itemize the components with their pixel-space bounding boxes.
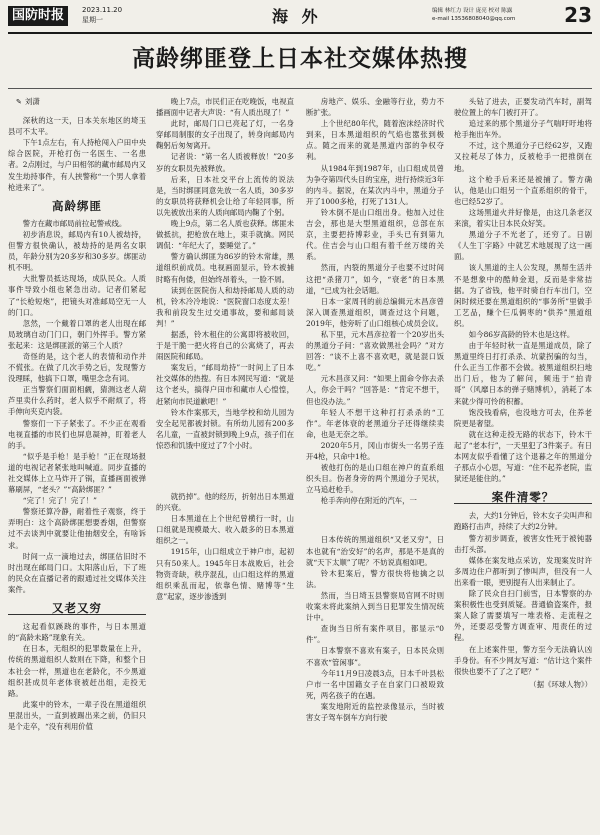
paragraph: 据悉，铃木租住的公寓即将被收回，于是干脆一把火将自己的公寓烧了，再去闹医院和邮局。 bbox=[156, 329, 294, 362]
col2-body bbox=[156, 96, 294, 451]
paragraph: 该人黑道的主人公发现，黑帮生活并不是想象中的酷帅金退，反而是非常拮据。为了省钱，他平时骑自行车出门，空闲时候还要在黑道组织的“事务所”里做手工艺品，赚个仨瓜俩枣的“供养”黑道组织。 bbox=[454, 263, 592, 328]
paragraph: 媒体在案发地点采访，发现案发时许多周边住户都听到了惨叫声，但没有一人出来看一眼，更别提有人出来制止了。 bbox=[454, 555, 592, 587]
paragraph: “完了！完了！完了！” bbox=[22, 496, 97, 506]
issue-date-block bbox=[82, 5, 122, 25]
paragraph: 此案中的铃木，一辈子没在黑道组织里混出头，一直到被踢出来之前，仍旧只是个走卒，“没有利用价值 bbox=[8, 699, 146, 731]
paragraph: 警方初步调查，被害女性死于被钝器击打头部。 bbox=[454, 533, 592, 554]
paragraph: 案发后，“邮局劫持”一时间上了日本社交媒体的热搜。有日本网民写道：“就是这个老头，搞得户田市和藏市人心惶惶，赶紧向市民道歉吧！” bbox=[156, 363, 294, 406]
paragraph: 时间一点一滴地过去，绑匪估旧时不时出现在邮局门口。太阳落山后，下了班的民众在直播记者的跟通过社交媒体关注案件。 bbox=[8, 551, 146, 594]
col1-body bbox=[8, 218, 146, 595]
headline-rule bbox=[8, 88, 592, 89]
article-headline: 高龄绑匪登上日本社交媒体热搜 bbox=[132, 46, 468, 72]
column-2 bbox=[156, 96, 294, 826]
paragraph: 去，大约1分钟后，铃木女子尖叫声和跑路打击声，持续了大约2分钟。 bbox=[454, 511, 592, 532]
paragraph: 年轻人不想干这种打打杀杀的“工作”。年老体衰的老黑道分子还得继续卖命，也是无奈之举。 bbox=[306, 407, 444, 439]
col1-lower bbox=[8, 621, 146, 732]
subhead-case-cleared: 案件清零？ bbox=[454, 492, 592, 504]
page-number: 23 bbox=[564, 3, 592, 27]
paragraph: 大批警员抵达现场，成队民众。人质事件导致小组也紧急出动。记者们紧起了“长枪短炮”，把镜头对准邮局空无一人的门口。 bbox=[8, 274, 146, 317]
paragraph: 就扔掉”。他的经历，折射出日本黑道的兴衰。 bbox=[156, 492, 294, 513]
column-4 bbox=[454, 96, 592, 826]
paragraph: 头钻了进去，正要发动汽车时，副驾驶位置上的车门被打开了。 bbox=[454, 97, 592, 118]
credits-staff: 编辑 林红力 设计 庞亮 校对 陈露 bbox=[432, 8, 513, 14]
paragraph: 日本黑道在上个世纪曾横行一时，山口组就是现模最大、收入最多的日本黑道组织之一。 bbox=[156, 514, 294, 546]
editor-credits bbox=[432, 7, 562, 23]
paragraph: 日本警察不喜欢有案子，日本民众则不喜欢“管闲事”。 bbox=[306, 646, 444, 667]
paragraph: 在日本，无组织的犯罪数量在上升，传统的黑道组织人数则在下降，和整个日本社会一样，黑道也在老龄化，不少黑道组织甚成员年老体衰被赶出组，走投无路。 bbox=[8, 644, 146, 698]
paragraph: 读到在医院伤人和劫持邮局人质的动机，铃木冷冷地说：“医院窗口态度太差！我和前段发生过交通事故，要和邮局谈判！” bbox=[156, 285, 294, 328]
paragraph: 黑道分子不光老了，还穷了。日剧《人生丁字路》中就艺术地展现了这一画面。 bbox=[454, 230, 592, 262]
paragraph: 由于年轻时秋一直是黑道成员，除了黑道里终日打打杀杀、坑蒙拐骗的勾当，什么正当工作都不会做。被黑道组织扫地出门后，他为了解问，频违于“拍青哥”（风靡日本的弹子赌博机），消耗了本来就少得可怜的积蓄。 bbox=[454, 341, 592, 406]
paragraph: 2020年5月，冈山市街头一名男子连开4枪，只命中1枪。 bbox=[306, 440, 444, 461]
masthead-rule bbox=[8, 32, 592, 34]
paragraph: 警方确认绑匪为86岁的铃木常雄，黑道组织前成员。电视画面显示，铃木被捕时略有佝偻，但始终昂着头，一脸不屑。 bbox=[156, 252, 294, 284]
subhead-elderly-kidnapper: 高龄绑匪 bbox=[52, 198, 102, 213]
paragraph: 铃木作案那天，当地学校和幼儿园为安全起见都被封锁。有所幼儿园有200多名儿童，一直被封锁到晚上9点，孩子们在惊恐和饥饿中度过了7个小时。 bbox=[156, 407, 294, 450]
section-title: 海 外 bbox=[272, 7, 322, 26]
paragraph: 房地产、娱乐、金融等行业，势力不断扩张。 bbox=[306, 97, 444, 118]
paragraph: 从1984年到1987年，山口组成员曾为争夺第四代头目的宝座，进行持续近3年的内斗。据说，在某次内斗中，黑道分子开了1000多枪，打死了131人。 bbox=[306, 163, 444, 206]
paragraph: 然而，内裂的黑道分子也要不过时间这把“杀猪刀”，如今，“衰老”的日本黑道，“已成为社会话题。 bbox=[306, 263, 444, 295]
column-3 bbox=[306, 96, 444, 826]
paragraph: “似乎是手枪！是手枪！”正在现场报道的电视记者紧张地叫喊道。同步直播的社交媒体上立马炸开了锅，直播画面被弹幕刷屏，“老头？”“高龄绑匪？” bbox=[8, 451, 146, 495]
paragraph: 忽然，一个戴着口罩的老人出现在邮局玻璃自动门门口，朝门外挥手。警方紧张起来：这是绑匪派的第三个人质？ bbox=[8, 318, 146, 350]
byline bbox=[16, 96, 146, 108]
paragraph: 案发地附近的监控录像显示，当时被害女子驾车倒车方向行驶 bbox=[306, 701, 444, 722]
paragraph: 追过来的那个黑道分子气喘吁吁地将枪手拖出车外。 bbox=[454, 119, 592, 140]
masthead bbox=[0, 0, 600, 32]
paragraph: 不过，这个黑道分子已经62岁，又跑又拉耗尽了体力，反被枪手一把推倒在地。 bbox=[454, 141, 592, 173]
col1-intro bbox=[8, 115, 146, 193]
paragraph: 私下里，元木昌彦拉着一个20岁出头的黑道分子问：“喜欢做黑社会吗？”对方回答：“谈不上喜不喜欢吧，就是混口饭吃。” bbox=[306, 329, 444, 373]
paragraph: 1915年，山口组成立于神户市，起初只有50来人。1945年日本战败后，社会物资奇缺，秩序混乱，山口组这样的黑道组织乘乱而起，依靠色情、赌博等“生意”起家，逐步渗透到 bbox=[156, 547, 294, 601]
paragraph: 在上述案件里，警方至今无法确认凶手身份。有不少网友写道：“估计这个案件很快也要不了了之了吧？” bbox=[454, 644, 592, 676]
paragraph: 日本传统的黑道组织“又老又穷”，日本也就有“治安好”的名声，那是不是真的就“天下太顺”了呢？不妨说真相如吧。 bbox=[306, 535, 444, 567]
paragraph: 然而，当日埼玉县警察局官网不时则收案未将此案纳入到当日犯罪发生情况统计中。 bbox=[306, 590, 444, 623]
col4-lower bbox=[454, 510, 592, 690]
paragraph: 查询当日所有案件项目，都显示“0件”。 bbox=[306, 624, 444, 645]
issue-weekday: 星期一 bbox=[82, 16, 103, 24]
column-1 bbox=[8, 96, 146, 826]
paragraph: 晚上9点，第二名人质也获释。绑匪未做抵抗，把枪放在地上，束手就擒。网民调侃：“年纪大了，要睡觉了。” bbox=[156, 219, 294, 251]
col3-body bbox=[306, 96, 444, 506]
paragraph: 记者说：“第一名人质被释放！”20多岁的女职员先被释放。 bbox=[156, 152, 294, 173]
paragraph: 枪手奔向停在附近的汽车，一 bbox=[320, 496, 417, 506]
paragraph: 被他打伤的是山口组在神户的直系组织头目。伤者身旁的两个黑道分子见状，立马追赶枪手。 bbox=[306, 463, 444, 495]
paragraph: 警方在藏市邮局前拉起警戒线。 bbox=[22, 218, 127, 228]
paragraph: 元木昌彦又问：“如果上面命令你去杀人，你会干吗？”回答是：“肯定不想干，但也没办法。” bbox=[306, 374, 444, 406]
paragraph: 除了民众自扫门前雪，日本警察的办案积极性也受到质疑。普通偷盗案件，报案人除了需要填写一堆表格、走流程之外，还要忍受警方调查审、甩责任的过程。 bbox=[454, 589, 592, 643]
paragraph: 警察们一下子紧张了。不少正在观看电视直播的市民们也屏息凝神，盯着老人的手。 bbox=[8, 418, 146, 450]
paragraph: 下午1点左右，有人持枪闯入户田中央综合医院，开枪打伤一名医生、一名患者。2点刚过，与户田相邻的藏市邮局内又发生劫持事件，有人挟警称“一个男人拿着枪进来了”。 bbox=[8, 138, 146, 192]
paragraph: 警察还算冷静，耐着性子观察，终于弄明白：这个高龄绑匪想要香烟，但警察过不去谈判中就要让他抽烟安全，有啥诉求。 bbox=[8, 507, 146, 550]
paragraph: 这起看似蹊跷的事件，与日本黑道的“高龄未路”现象有关。 bbox=[8, 622, 146, 643]
paragraph: 就在这种走投无路的状态下，铃木干起了“老本行”，一天里犯了3件案子。有日本网友似乎看懂了这个退暮之年的黑道分子那点小心思，写道：“住不起养老院，监狱还是能住的。” bbox=[454, 429, 592, 484]
paragraph: 今年11月9日凌晨3点，日本千叶县松户市一名中国籍女子在自家门口被殴致死，两名孩子的在遇。 bbox=[306, 668, 444, 700]
article-source: （据《环球人物》） bbox=[529, 679, 592, 689]
paragraph: 此时，邮局门口已亮起了灯，一名身穿邮局制服的女子出现了，转身向邮局内鞠躬后匆匆离开。 bbox=[156, 119, 294, 151]
issue-date: 2023.11.20 bbox=[82, 6, 123, 14]
pen-icon: ✎ bbox=[16, 98, 22, 106]
paragraph: 这个枪手后来还是被捕了。警方确认，他是山口组另一个直系组织的骨干，也已经52岁了。 bbox=[454, 174, 592, 206]
paragraph: 日本一家周刊的前总编辑元木昌彦曾深入调查黑道组织，调查过这个问题，2019年，他旁听了山口组核心成员会议。 bbox=[306, 296, 444, 328]
newspaper-logo: 国防时报 bbox=[8, 6, 68, 26]
column-gap bbox=[156, 451, 294, 491]
paragraph: 晚上7点，市民们正在吃晚饭，电视直播画面中记者大声说：“有人质出现了！” bbox=[156, 97, 294, 118]
paragraph: 奇怪的是，这个老人的表情和动作并不慌张。在做了几次手势之后，发现警方没理睬，他搞下口罩，嘴里念念有词。 bbox=[8, 351, 146, 384]
paragraph: 这场黑道火并好像是，由这几条老汉来演，着实让日本民众好笑。 bbox=[454, 207, 592, 229]
col4-body bbox=[454, 96, 592, 484]
paragraph: 铃木犯案后，警方很快将他擒之以法。 bbox=[306, 568, 444, 589]
paragraph: 上个世纪80年代，随着泡沫经济时代到来，日本黑道组织的气焰也嚣张到极点。随之而来的就是黑道内部的争权夺利。 bbox=[306, 119, 444, 162]
subhead-old-and-poor: 又老又穷 bbox=[8, 603, 146, 615]
paragraph: 正当警察们面面相觑，猜测这老人葫芦里卖什么药时，老人似乎不耐烦了，将手伸向夹克内袋。 bbox=[8, 385, 146, 417]
paragraph: 铃木倒不是山口组出身。他加入过住吉会，那也是大型黑道组织，总部在东京，主要把持博彩业，手头已有到第九代。住吉会与山口组有着千丝万缕的关系。 bbox=[306, 207, 444, 262]
paragraph: 初步消息说，邮局内有10人被劫持，但警方很快确认，被劫持的是两名女职员，年龄分别为20多岁和30多岁。绑匪动机不明。 bbox=[8, 229, 146, 273]
paragraph: 饱没钱看病，也没地方可去，住养老院更是奢望。 bbox=[454, 407, 592, 428]
col2-lower bbox=[156, 491, 294, 602]
author-name: 刘潇 bbox=[24, 97, 40, 106]
col3-lower bbox=[306, 534, 444, 723]
paragraph: 深秋的这一天，日本关东地区的埼玉县可不太平。 bbox=[8, 116, 146, 137]
paragraph: 如今86岁高龄的铃木也是这样。 bbox=[468, 329, 575, 339]
credits-email: e-mail 13536808040@qq.com bbox=[432, 16, 516, 22]
paragraph: 后来，日本社交平台上流传的说法是，当时绑匪同意先放一名人质，30多岁的女职员将获释机会让给了年轻同事，所以先被放出来的人质向邮局内鞠了个躬。 bbox=[156, 174, 294, 217]
